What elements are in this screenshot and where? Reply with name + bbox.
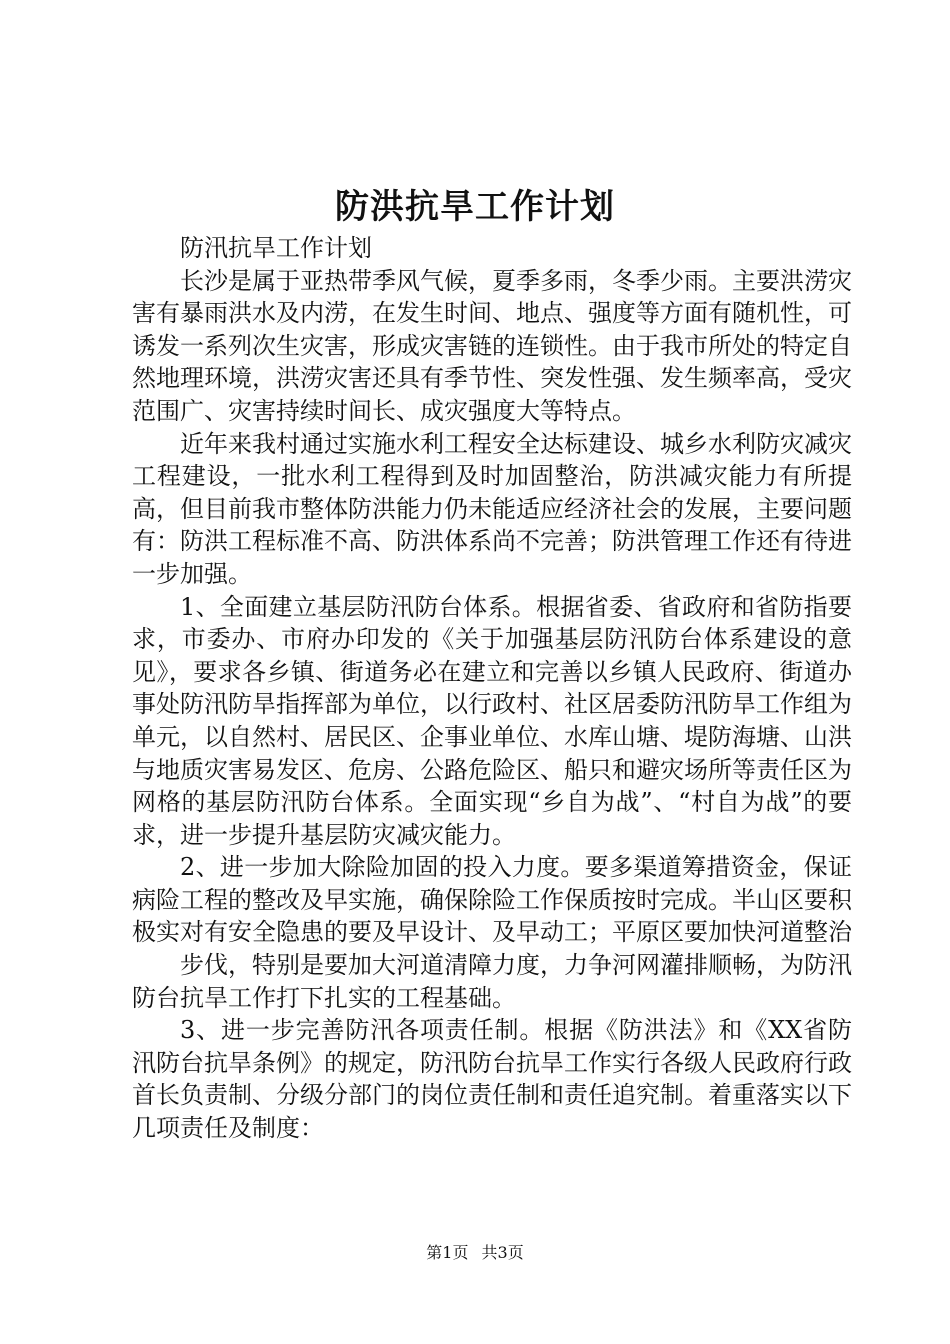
page-title: 防洪抗旱工作计划 (335, 187, 615, 227)
paragraph-item-2-continued: 步伐，特别是要加大河道清障力度，力争河网灌排顺畅，为防汛防台抗旱工作打下扎实的工程基础。 (132, 951, 852, 1012)
page-footer (0, 1241, 950, 1265)
paragraph-status: 近年来我村通过实施水利工程安全达标建设、城乡水利防灾减灾工程建设，一批水利工程得到及时加固整治，防洪减灾能力有所提高，但目前我市整体防洪能力仍未能适应经济社会的发展，主要问题有：防洪工程标准不高、防洪体系尚不完善；防洪管理工作还有待进一步加强。 (132, 429, 852, 588)
page-number-total: 共3页 (481, 1243, 524, 1262)
document-body (132, 232, 852, 1145)
page-number-current: 第1页 (426, 1243, 469, 1262)
paragraph-item-2: 2、进一步加大除险加固的投入力度。要多渠道筹措资金，保证病险工程的整改及早实施，确保除险工作保质按时完成。半山区要积极实对有安全隐患的要及早设计、及早动工；平原区要加快河道整治 (132, 853, 852, 947)
paragraph-subtitle: 防汛抗旱工作计划 (180, 234, 372, 262)
paragraph-item-3: 3、进一步完善防汛各项责任制。根据《防洪法》和《XX省防汛防台抗旱条例》的规定，防汛防台抗旱工作实行各级人民政府行政首长负责制、分级分部门的岗位责任制和责任追究制。着重落实以下几项责任及制度： (132, 1016, 852, 1143)
paragraph-item-1: 1、全面建立基层防汛防台体系。根据省委、省政府和省防指要求，市委办、市府办印发的《关于加强基层防汛防台体系建设的意见》，要求各乡镇、街道务必在建立和完善以乡镇人民政府、街道办事处防汛防旱指挥部为单位，以行政村、社区居委防汛防旱工作组为单元，以自然村、居民区、企事业单位、水库山塘、堤防海塘、山洪与地质灾害易发区、危房、公路危险区、船只和避灾场所等责任区为网格的基层防汛防台体系。全面实现“乡自为战”、“村自为战”的要求，进一步提升基层防灾减灾能力。 (132, 592, 852, 849)
paragraph-climate: 长沙是属于亚热带季风气候，夏季多雨，冬季少雨。主要洪涝灾害有暴雨洪水及内涝，在发生时间、地点、强度等方面有随机性，可诱发一系列次生灾害，形成灾害链的连锁性。由于我市所处的特定自然地理环境，洪涝灾害还具有季节性、突发性强、发生频率高，受灾范围广、灾害持续时间长、成灾强度大等特点。 (132, 266, 852, 425)
